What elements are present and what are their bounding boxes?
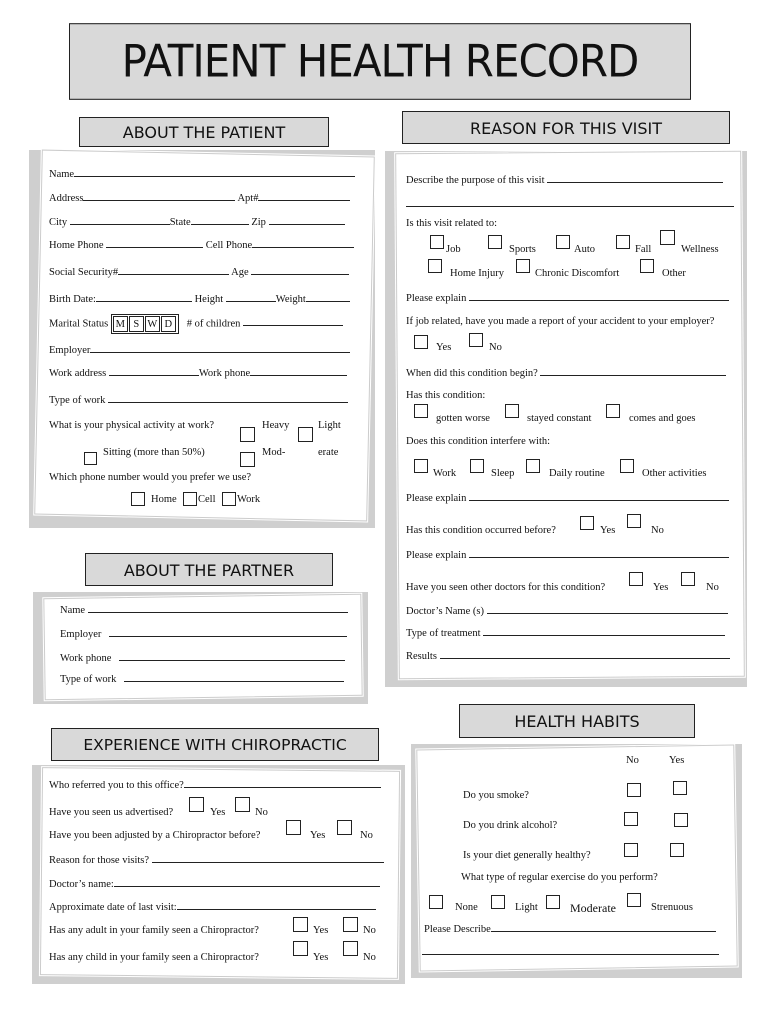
marital-row <box>49 314 343 334</box>
doctor-label: Doctor’s name: <box>49 879 114 890</box>
wellness-label: Wellness <box>681 244 719 255</box>
sleep-checkbox[interactable] <box>470 459 484 473</box>
treatment-label: Type of treatment <box>406 628 481 639</box>
exercise-label: What type of regular exercise do you perform? <box>461 872 658 883</box>
heavy-checkbox[interactable] <box>240 427 255 442</box>
sports-checkbox[interactable] <box>488 235 502 249</box>
comes-goes-label: comes and goes <box>629 413 696 424</box>
explain-row-2 <box>406 492 729 504</box>
purpose-field-2[interactable] <box>406 198 734 207</box>
age-label: Age <box>231 267 249 278</box>
apt-field[interactable] <box>258 192 350 201</box>
advertised-no-label: No <box>255 807 268 818</box>
describe-label: Please Describe <box>424 924 491 935</box>
weight-label: Weight <box>275 294 306 305</box>
work-phone-field[interactable] <box>250 367 347 376</box>
has-condition-label: Has this condition: <box>406 390 486 401</box>
moderate-label-b: erate <box>318 447 339 458</box>
zip-field[interactable] <box>269 216 345 225</box>
address-label: Address <box>49 193 84 204</box>
about-partner-header: ABOUT THE PARTNER <box>85 553 333 586</box>
describe-field[interactable] <box>491 923 716 932</box>
fall-label: Fall <box>635 244 652 255</box>
job-checkbox[interactable] <box>430 235 444 249</box>
partner-work-phone-field[interactable] <box>119 652 345 661</box>
habits-col-no: No <box>626 755 639 766</box>
job-label: Job <box>446 244 461 255</box>
auto-label: Auto <box>574 244 595 255</box>
partner-work-phone-label: Work phone <box>60 653 112 664</box>
partner-employer-label: Employer <box>60 629 102 640</box>
chiro-header: EXPERIENCE WITH CHIROPRACTIC <box>51 728 379 761</box>
fall-checkbox[interactable] <box>616 235 630 249</box>
explain-row-1 <box>406 292 729 304</box>
other-activities-checkbox[interactable] <box>620 459 634 473</box>
strenuous-checkbox[interactable] <box>627 893 641 907</box>
other-checkbox[interactable] <box>640 259 654 273</box>
home-phone-field[interactable] <box>106 239 203 248</box>
visit-header: REASON FOR THIS VISIT <box>402 111 730 144</box>
worse-label: gotten worse <box>436 413 490 424</box>
describe-row <box>424 923 716 935</box>
pref-home-label: Home <box>151 494 177 505</box>
home-injury-checkbox[interactable] <box>428 259 442 273</box>
referred-label: Who referred you to this office? <box>49 780 184 791</box>
marital-option-w[interactable]: W <box>145 316 160 332</box>
employer-row <box>49 344 350 356</box>
cell-phone-field[interactable] <box>252 239 354 248</box>
adjusted-label: Have you been adjusted by a Chiropractor before? <box>49 830 261 841</box>
job-report-no-checkbox[interactable] <box>469 333 483 347</box>
routine-checkbox[interactable] <box>526 459 540 473</box>
cell-phone-label: Cell Phone <box>205 240 253 251</box>
light-exercise-label: Light <box>515 902 538 913</box>
habits-header: HEALTH HABITS <box>459 704 695 738</box>
birth-date-label: Birth Date: <box>49 294 96 305</box>
explain-field-1[interactable] <box>469 292 729 301</box>
describe-field-2[interactable] <box>422 946 719 955</box>
when-begin-field[interactable] <box>540 367 726 376</box>
name-label: Name <box>49 169 75 180</box>
pref-work-checkbox[interactable] <box>222 492 236 506</box>
interfere-work-checkbox[interactable] <box>414 459 428 473</box>
job-report-yes-label: Yes <box>436 342 452 353</box>
birth-date-field[interactable] <box>96 293 192 302</box>
results-field[interactable] <box>440 650 730 659</box>
zip-label: Zip <box>251 217 266 228</box>
work-phone-label: Work phone <box>198 368 251 379</box>
about-patient-header: ABOUT THE PATIENT <box>79 117 329 147</box>
marital-option-s[interactable]: S <box>129 316 144 332</box>
diet-no-checkbox[interactable] <box>624 843 638 857</box>
advertised-yes-checkbox[interactable] <box>189 797 204 812</box>
reason-row <box>49 854 384 866</box>
adult-family-label: Has any adult in your family seen a Chiropractor? <box>49 925 259 936</box>
pref-cell-checkbox[interactable] <box>183 492 197 506</box>
purpose-row <box>406 174 723 186</box>
occurred-no-checkbox[interactable] <box>627 514 641 528</box>
type-of-work-field[interactable] <box>108 394 348 403</box>
none-checkbox[interactable] <box>429 895 443 909</box>
explain-row-3 <box>406 549 729 561</box>
other-label: Other <box>662 268 686 279</box>
treatment-field[interactable] <box>483 627 725 636</box>
when-begin-row <box>406 367 726 379</box>
purpose-field[interactable] <box>547 174 723 183</box>
marital-option-d[interactable]: D <box>161 316 176 332</box>
pref-cell-label: Cell <box>198 494 216 505</box>
occurred-yes-label: Yes <box>600 525 616 536</box>
other-doctors-yes-label: Yes <box>653 582 669 593</box>
referred-row <box>49 779 381 791</box>
chronic-checkbox[interactable] <box>516 259 530 273</box>
pref-work-label: Work <box>237 494 261 505</box>
smoke-yes-checkbox[interactable] <box>673 781 687 795</box>
auto-checkbox[interactable] <box>556 235 570 249</box>
reason-field[interactable] <box>152 854 384 863</box>
sitting-checkbox[interactable] <box>84 452 97 465</box>
other-doctors-label: Have you seen other doctors for this condition? <box>406 582 606 593</box>
ssn-row <box>49 266 349 278</box>
sports-label: Sports <box>509 244 536 255</box>
alcohol-yes-checkbox[interactable] <box>674 813 688 827</box>
city-field[interactable] <box>70 216 170 225</box>
page-title: PATIENT HEALTH RECORD <box>69 23 691 100</box>
sitting-label: Sitting (more than 50%) <box>103 447 205 458</box>
adult-yes-checkbox[interactable] <box>293 917 308 932</box>
diet-label: Is your diet generally healthy? <box>463 850 591 861</box>
explain-field-3[interactable] <box>469 549 729 558</box>
pref-home-checkbox[interactable] <box>131 492 145 506</box>
address-field[interactable] <box>83 192 235 201</box>
moderate-exercise-checkbox[interactable] <box>546 895 560 909</box>
city-row <box>49 216 345 228</box>
explain-field-2[interactable] <box>469 492 729 501</box>
sleep-label: Sleep <box>491 468 515 479</box>
treatment-row <box>406 627 725 639</box>
interfere-label: Does this condition interfere with: <box>406 436 551 447</box>
advertised-no-checkbox[interactable] <box>235 797 250 812</box>
height-label: Height <box>194 294 224 305</box>
light-label: Light <box>318 420 341 431</box>
constant-label: stayed constant <box>527 413 592 424</box>
partner-employer-row <box>60 628 347 640</box>
interfere-work-label: Work <box>433 468 457 479</box>
other-doctors-yes-checkbox[interactable] <box>629 572 643 586</box>
home-injury-label: Home Injury <box>450 268 504 279</box>
diet-yes-checkbox[interactable] <box>670 843 684 857</box>
work-address-label: Work address <box>49 368 107 379</box>
name-field[interactable] <box>74 168 355 177</box>
employer-label: Employer <box>49 345 91 356</box>
address-row <box>49 192 350 204</box>
patient-name-row <box>49 168 355 180</box>
weight-field[interactable] <box>306 293 350 302</box>
doctors-name-field[interactable] <box>487 605 728 614</box>
children-label: # of children <box>186 318 241 330</box>
moderate-exercise-label: Moderate <box>570 901 616 915</box>
partner-type-work-row <box>60 673 344 685</box>
type-work-row <box>49 394 348 406</box>
child-yes-checkbox[interactable] <box>293 941 308 956</box>
other-activities-label: Other activities <box>642 468 707 479</box>
job-report-yes-checkbox[interactable] <box>414 335 428 349</box>
state-label: State <box>169 217 191 228</box>
adjusted-no-label: No <box>360 830 373 841</box>
other-doctors-no-checkbox[interactable] <box>681 572 695 586</box>
advertised-label: Have you seen us advertised? <box>49 807 174 818</box>
doctors-name-label: Doctor’s Name (s) <box>406 606 484 617</box>
reason-label: Reason for those visits? <box>49 855 150 866</box>
explain-label-3: Please explain <box>406 550 467 561</box>
job-report-label: If job related, have you made a report of your accident to your employer? <box>406 316 715 327</box>
type-of-work-label: Type of work <box>49 395 106 406</box>
state-field[interactable] <box>191 216 249 225</box>
partner-name-label: Name <box>60 605 86 616</box>
habits-col-yes: Yes <box>669 755 685 766</box>
none-label: None <box>455 902 478 913</box>
apt-label: Apt# <box>237 193 259 204</box>
partner-name-field[interactable] <box>88 604 348 613</box>
alcohol-no-checkbox[interactable] <box>624 812 638 826</box>
doctors-name-row <box>406 605 728 617</box>
when-begin-label: When did this condition begin? <box>406 368 538 379</box>
marital-option-m[interactable]: M <box>113 316 128 332</box>
age-field[interactable] <box>251 266 349 275</box>
adjusted-no-checkbox[interactable] <box>337 820 352 835</box>
ssn-field[interactable] <box>118 266 229 275</box>
referred-field[interactable] <box>184 779 381 788</box>
job-report-no-label: No <box>489 342 502 353</box>
constant-checkbox[interactable] <box>505 404 519 418</box>
other-doctors-no-label: No <box>706 582 719 593</box>
advertised-yes-label: Yes <box>210 807 226 818</box>
smoke-label: Do you smoke? <box>463 790 529 801</box>
marital-status-label: Marital Status <box>49 318 109 330</box>
explain-label-1: Please explain <box>406 293 467 304</box>
employer-field[interactable] <box>90 344 350 353</box>
partner-type-work-label: Type of work <box>60 674 117 685</box>
child-family-label: Has any child in your family seen a Chiropractor? <box>49 952 259 963</box>
chronic-label: Chronic Discomfort <box>535 268 620 279</box>
routine-label: Daily routine <box>549 468 605 479</box>
doctor-row <box>49 878 380 890</box>
last-visit-row <box>49 901 376 913</box>
phone-pref-question: Which phone number would you prefer we use? <box>49 472 252 483</box>
light-checkbox[interactable] <box>298 427 313 442</box>
last-visit-label: Approximate date of last visit: <box>49 902 177 913</box>
partner-type-work-field[interactable] <box>124 673 344 682</box>
adult-no-label: No <box>363 925 376 936</box>
marital-status-options <box>111 314 179 334</box>
adjusted-yes-checkbox[interactable] <box>286 820 301 835</box>
height-field[interactable] <box>226 293 276 302</box>
strenuous-label: Strenuous <box>651 902 693 913</box>
adult-yes-label: Yes <box>313 925 329 936</box>
children-field[interactable] <box>243 317 343 326</box>
explain-label-2: Please explain <box>406 493 467 504</box>
heavy-label: Heavy <box>262 420 290 431</box>
moderate-checkbox[interactable] <box>240 452 255 467</box>
adult-no-checkbox[interactable] <box>343 917 358 932</box>
adjusted-yes-label: Yes <box>310 830 326 841</box>
birth-row <box>49 293 350 305</box>
occurred-no-label: No <box>651 525 664 536</box>
results-row <box>406 650 730 662</box>
alcohol-label: Do you drink alcohol? <box>463 820 558 831</box>
city-label: City <box>49 217 68 228</box>
partner-work-phone-row <box>60 652 345 664</box>
doctor-field[interactable] <box>114 878 380 887</box>
moderate-label-a: Mod- <box>262 447 286 458</box>
results-label: Results <box>406 651 437 662</box>
related-label: Is this visit related to: <box>406 218 497 229</box>
partner-name-row <box>60 604 348 616</box>
last-visit-field[interactable] <box>177 901 376 910</box>
activity-question: What is your physical activity at work? <box>49 420 215 431</box>
worse-checkbox[interactable] <box>414 404 428 418</box>
occurred-before-label: Has this condition occurred before? <box>406 525 556 536</box>
partner-employer-field[interactable] <box>109 628 347 637</box>
smoke-no-checkbox[interactable] <box>627 783 641 797</box>
child-no-checkbox[interactable] <box>343 941 358 956</box>
comes-goes-checkbox[interactable] <box>606 404 620 418</box>
occurred-yes-checkbox[interactable] <box>580 516 594 530</box>
about-patient-card <box>34 150 375 522</box>
wellness-checkbox[interactable] <box>660 230 675 245</box>
child-no-label: No <box>363 952 376 963</box>
child-yes-label: Yes <box>313 952 329 963</box>
home-phone-label: Home Phone <box>49 240 104 251</box>
phone-row <box>49 239 354 251</box>
ssn-label: Social Security# <box>49 267 119 278</box>
light-exercise-checkbox[interactable] <box>491 895 505 909</box>
purpose-label: Describe the purpose of this visit <box>406 175 545 186</box>
work-address-field[interactable] <box>109 367 199 376</box>
work-address-row <box>49 367 347 379</box>
